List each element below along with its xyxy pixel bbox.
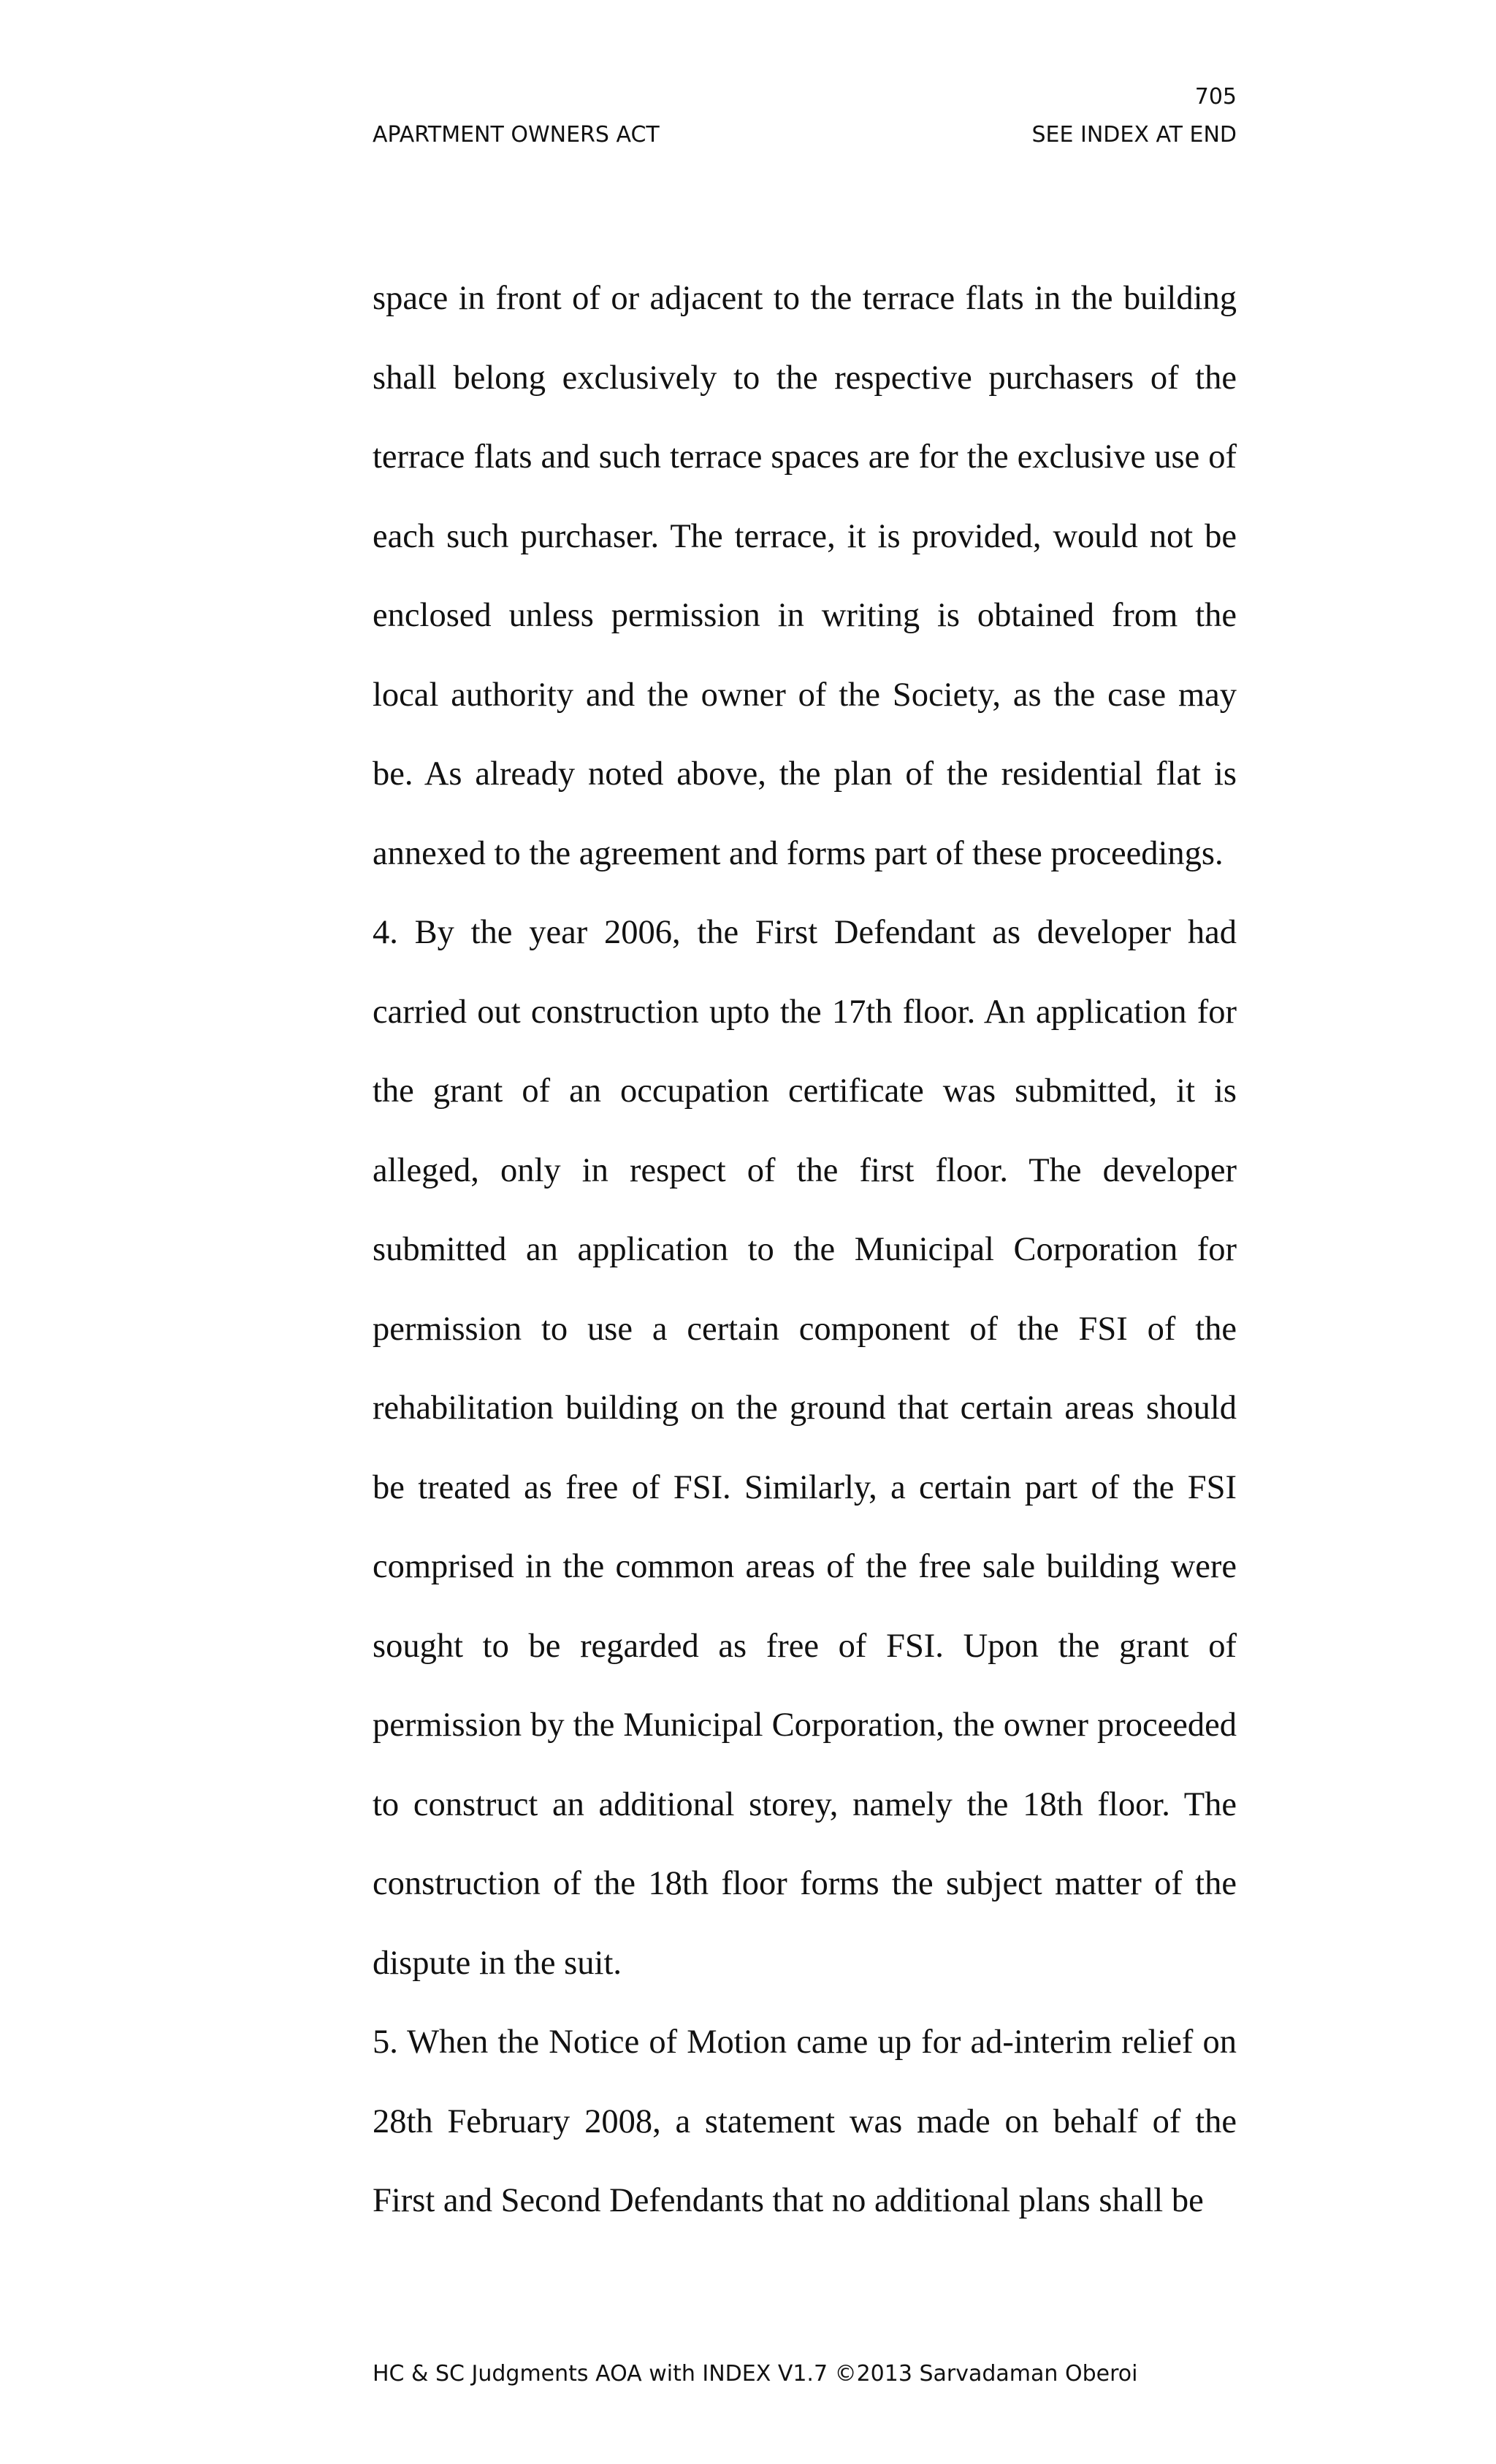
body-paragraph: space in front of or adjacent to the terrace flats in the building shall belong exclusively to the respective purchasers of the terrace flats and such terrace spaces are for the exclusive use of each such purchaser. The terrace, it is provided, would not be enclosed unless permission in writing is obtained from the local authority and the owner of the Society, as the case may be. As already noted above, the plan of the residential flat is annexed to the agreement and forms part of these proceedings. [373, 280, 1237, 872]
body-paragraph: 5. When the Notice of Motion came up for ad-interim relief on 28th February 2008, a statement was made on behalf of the First and Second Defendants that no additional plans shall be [373, 2024, 1237, 2219]
body-paragraph: 4. By the year 2006, the First Defendant as developer had carried out construction upto the 17th floor. An application for the grant of an occupation certificate was submitted, it is alleged, only in respect of the first floor. The developer submitted an application to the Municipal Corporation for permission to use a certain component of the FSI of the rehabilitation building on the ground that certain areas should be treated as free of FSI. Similarly, a certain part of the FSI comprised in the common areas of the free sale building were sought to be regarded as free of FSI. Upon the grant of permission by the Municipal Corporation, the owner proceeded to construct an additional storey, namely the 18th floor. The construction of the 18th floor forms the subject matter of the dispute in the suit. [373, 914, 1237, 1982]
document-body [373, 259, 1237, 2241]
page-number: 705 [1194, 84, 1237, 110]
page-footer: HC & SC Judgments AOA with INDEX V1.7 ©2013 Sarvadaman Oberoi [373, 2361, 1138, 2387]
running-header-index-note: SEE INDEX AT END [1031, 122, 1237, 148]
running-header-title: APARTMENT OWNERS ACT [373, 122, 660, 148]
